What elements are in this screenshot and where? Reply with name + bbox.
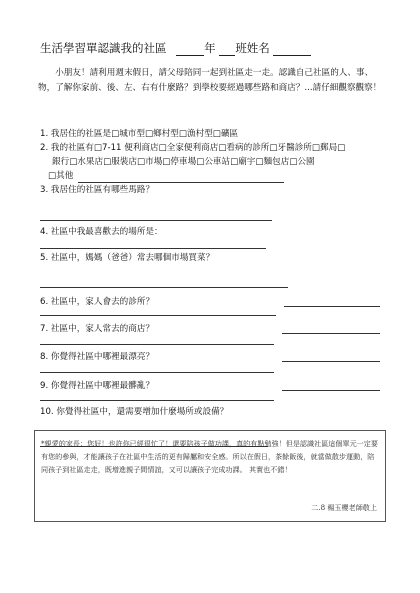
question-1: 1. 我居住的社區是□城市型□鄉村型□漁村型□礦區 <box>40 129 239 139</box>
question-8: 8. 你覺得社區中哪裡最漂亮？ <box>40 352 155 362</box>
answer-line-4[interactable] <box>40 248 266 249</box>
other-answer-line[interactable] <box>78 182 284 183</box>
year-label: 年 <box>204 41 216 55</box>
parent-notice-box <box>34 430 386 522</box>
question-3: 3. 我居住的社區有哪些馬路？ <box>40 185 155 195</box>
question-9: 9. 你覺得社區中哪裡最髒亂？ <box>40 381 155 391</box>
question-10: 10. 你覺得社區中，還需要增加什麼場所或設備？ <box>40 407 229 417</box>
question-2-other: □其他 <box>48 171 74 181</box>
teacher-signature: 二.8 楊玉櫻老師敬上 <box>311 503 377 512</box>
question-2: 2. 我的社區有□7-11 便利商店□全家便利商店□看病的診所□牙醫診所□郵局□ <box>40 143 346 153</box>
grade-blank[interactable] <box>219 44 235 56</box>
answer-line-7-right[interactable] <box>282 333 380 334</box>
answer-line-7[interactable] <box>40 344 274 345</box>
answer-line-3[interactable] <box>40 220 272 221</box>
intro-paragraph: 小朋友！請利用週末假日，請父母陪同一起到社區走一走。認識自己社區的人、事、物，了解你家前、後、左、右有什麼路？到學校要經過哪些路和商店？...請仔細觀察觀察！ <box>38 68 382 93</box>
name-blank[interactable] <box>273 44 311 56</box>
answer-line-5[interactable] <box>40 287 288 288</box>
question-4: 4. 社區中我最喜歡去的場所是： <box>40 227 163 237</box>
answer-line-9[interactable] <box>40 400 274 401</box>
parent-notice-text: *親愛的家長：您好！也許你已經很忙了！還要陪孩子做功課，真的有點勉強！但是認識社區這個單元一定要有您的參與，才能讓孩子在社區中生活的更有歸屬和安全感。所以在假日，茶餘飯後，就當做散步運動，陪同孩子到社區走走，既增進親子間情誼，又可以讓孩子完成功課。 其實也不錯！ <box>41 439 378 474</box>
answer-line-6[interactable] <box>40 315 276 316</box>
answer-line-6-right[interactable] <box>284 306 380 307</box>
year-blank[interactable] <box>176 44 204 56</box>
question-5: 5. 社區中，媽媽（爸爸）常去哪個市場買菜？ <box>40 253 215 263</box>
class-name-label: 班姓名 <box>235 41 270 55</box>
question-6: 6. 社區中，家人會去的診所？ <box>40 297 155 307</box>
answer-line-9-right[interactable] <box>282 390 380 391</box>
question-2-options: 銀行□水果店□服裝店□市場□停車場□公車站□廟宇□麵包店□公園 <box>52 157 315 167</box>
answer-line-8[interactable] <box>40 372 274 373</box>
question-7: 7. 社區中，家人常去的商店？ <box>40 324 155 334</box>
answer-line-8-right[interactable] <box>282 361 380 362</box>
worksheet-title <box>40 40 311 56</box>
title-text: 生活學習單認識我的社區 <box>40 41 167 55</box>
